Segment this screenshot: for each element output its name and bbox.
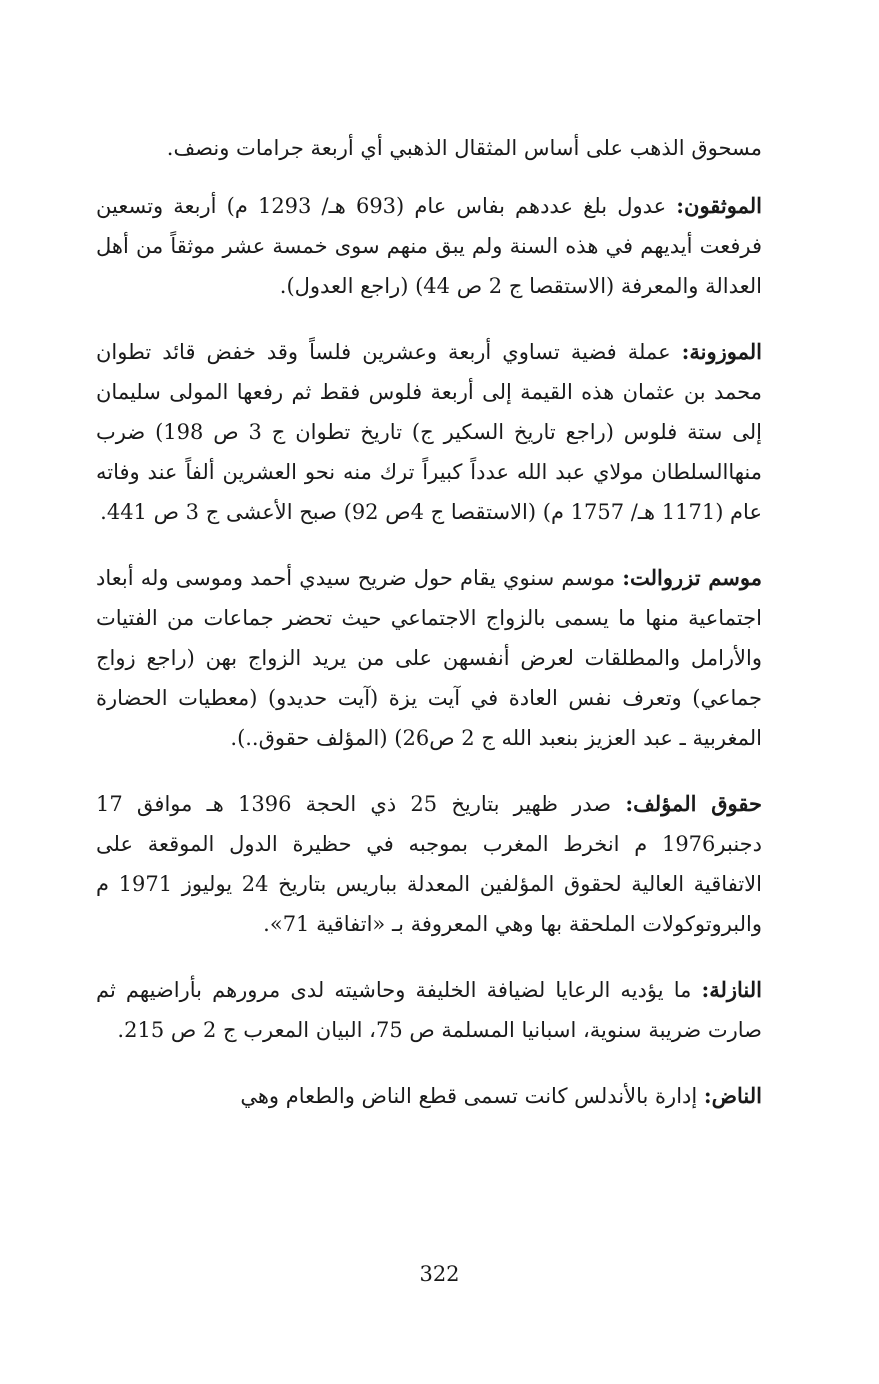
entry-text: إدارة بالأندلس كانت تسمى قطع الناض والطعام وهي bbox=[240, 1084, 704, 1108]
entry-mawsim-tazrwalt bbox=[96, 558, 762, 758]
entry-term: موسم تزروالت: bbox=[622, 565, 762, 590]
entry-text: عدول بلغ عددهم بفاس عام (693 هـ/ 1293 م) أربعة وتسعين فرفعت أيديهم في هذه السنة ولم يبق منهم سوى خمسة عشر موثقاً من أهل العدالة والمعرفة (الاستقصا ج 2 ص 44) (راجع العدول). bbox=[96, 194, 762, 298]
entry-text: ما يؤديه الرعايا لضيافة الخليفة وحاشيته لدى مرورهم بأراضيهم ثم صارت ضريبة سنوية، اسبانيا المسلمة ص 75، البيان المعرب ج 2 ص 215. bbox=[96, 978, 762, 1042]
page-number: 322 bbox=[419, 1262, 460, 1286]
entry-term: حقوق المؤلف: bbox=[625, 791, 762, 816]
entry-annad bbox=[96, 1076, 762, 1116]
entry-term: الموثقون: bbox=[676, 193, 762, 218]
entry-term: النازلة: bbox=[701, 977, 762, 1002]
entry-huquq-almuallif bbox=[96, 784, 762, 944]
entry-term: الموزونة: bbox=[681, 339, 762, 364]
entry-term: الناض: bbox=[703, 1083, 762, 1108]
page-body bbox=[96, 128, 762, 1142]
entry-annazila bbox=[96, 970, 762, 1050]
entry-text: موسم سنوي يقام حول ضريح سيدي أحمد وموسى وله أبعاد اجتماعية منها ما يسمى بالزواج الاجتماعي حيث تحضر جماعات من الفتيات والأرامل والمطلقات لعرض أنفسهن على من يريد الزواج بهن (راجع زواج جماعي) وتعرف نفس العادة في آيت يزة (آيت حديدو) (معطيات الحضارة المغربية ـ عبد العزيز بنعبد الله ج 2 ص26) (المؤلف حقوق..). bbox=[96, 566, 762, 750]
entry-mouthiqoun bbox=[96, 186, 762, 306]
intro-paragraph bbox=[96, 128, 762, 168]
entry-text: صدر ظهير بتاريخ 25 ذي الحجة 1396 هـ موافق 17 دجنبر1976 م انخرط المغرب بموجبه في حظيرة الدول الموقعة على الاتفاقية العالية لحقوق المؤلفين المعدلة بباريس بتاريخ 24 يوليوز 1971 م والبروتوكولات الملحقة بها وهي المعروفة بـ «اتفاقية 71». bbox=[96, 792, 762, 936]
entry-text: عملة فضية تساوي أربعة وعشرين فلساً وقد خفض قائد تطوان محمد بن عثمان هذه القيمة إلى أربعة فلوس فقط ثم رفعها المولى سليمان إلى ستة فلوس (راجع تاريخ السكير ج) تاريخ تطوان ج 3 ص 198) ضرب منهاالسلطان مولاي عبد الله عدداً كبيراً ترك منه نحو العشرين ألفاً عند وفاته عام (1171 هـ/ 1757 م) (الاستقصا ج 4ص 92) صبح الأعشى ج 3 ص 441. bbox=[96, 340, 762, 524]
entry-mawzouna bbox=[96, 332, 762, 532]
intro-text: مسحوق الذهب على أساس المثقال الذهبي أي أربعة جرامات ونصف. bbox=[166, 136, 762, 160]
